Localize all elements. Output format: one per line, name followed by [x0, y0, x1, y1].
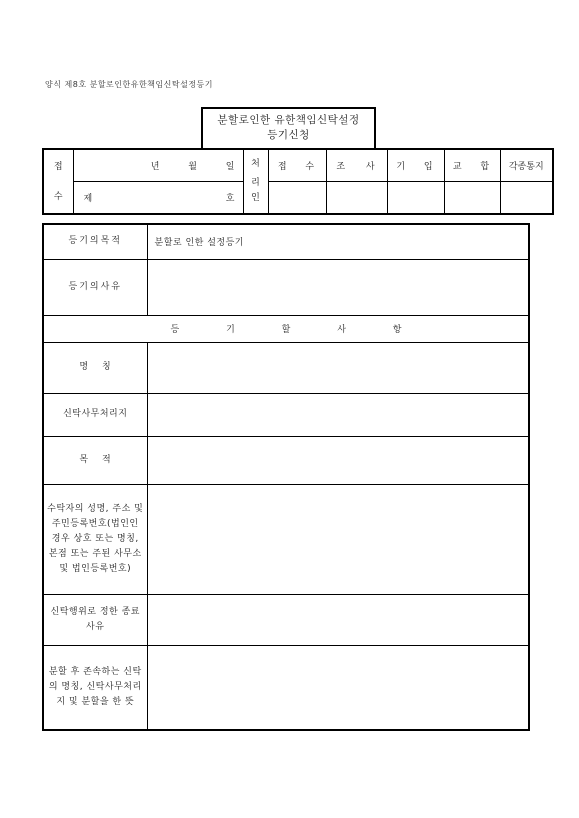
receipt-table — [42, 148, 554, 215]
processor-label-cell — [243, 149, 268, 214]
receipt-label-jeop: 접 — [53, 161, 63, 172]
office-field[interactable] — [147, 393, 529, 436]
sign-receipt[interactable] — [268, 182, 326, 215]
processor-char-2: 리 — [251, 178, 260, 188]
form-title-line1: 분할로인한 유한책임신탁설정 — [217, 114, 360, 126]
purpose-value: 분할로 인한 설정등기 — [147, 224, 529, 259]
receipt-label-cell — [43, 149, 73, 214]
cause-field[interactable] — [147, 259, 529, 315]
receipt-number — [73, 182, 243, 215]
form-title — [201, 107, 376, 148]
termination-label: 신탁행위로 정한 종료사유 — [43, 594, 147, 645]
sign-notices[interactable] — [500, 182, 553, 215]
sign-verify[interactable] — [444, 182, 500, 215]
col-receipt: 접 수 — [268, 149, 326, 182]
col-notices: 각종통지 — [500, 149, 553, 182]
cause-label: 등기의사유 — [43, 259, 147, 315]
trustee-label: 수탁자의 성명, 주소 및 주민등록번호(법인인 경우 상호 또는 명칭, 본점 또는 주된 사무소 및 법인등록번호) — [43, 484, 147, 594]
receipt-label-su: 수 — [53, 191, 63, 202]
name-label: 명 칭 — [43, 342, 147, 393]
termination-field[interactable] — [147, 594, 529, 645]
surviving-trust-field[interactable] — [147, 645, 529, 730]
sign-review[interactable] — [326, 182, 387, 215]
form-title-line2: 등기신청 — [267, 129, 310, 141]
col-verify: 교 합 — [444, 149, 500, 182]
receipt-number-suffix: 호 — [225, 194, 235, 204]
processor-char-1: 처 — [251, 159, 260, 169]
application-table — [42, 223, 530, 731]
section-header: 등 기 할 사 항 — [43, 315, 529, 342]
office-label: 신탁사무처리지 — [43, 393, 147, 436]
col-review: 조 사 — [326, 149, 387, 182]
sign-entry[interactable] — [387, 182, 444, 215]
purpose-label: 등기의목적 — [43, 224, 147, 259]
receipt-date: 년 월 일 — [73, 149, 243, 182]
trustee-field[interactable] — [147, 484, 529, 594]
objective-field[interactable] — [147, 436, 529, 484]
surviving-trust-label: 분할 후 존속하는 신탁의 명칭, 신탁사무처리지 및 분할을 한 뜻 — [43, 645, 147, 730]
receipt-number-prefix: 제 — [83, 194, 93, 204]
col-entry: 기 입 — [387, 149, 444, 182]
objective-label: 목 적 — [43, 436, 147, 484]
form-number-label: 양식 제8호 분할로인한유한책임신탁설정등기 — [45, 80, 214, 89]
processor-char-3: 인 — [251, 193, 260, 203]
name-field[interactable] — [147, 342, 529, 393]
